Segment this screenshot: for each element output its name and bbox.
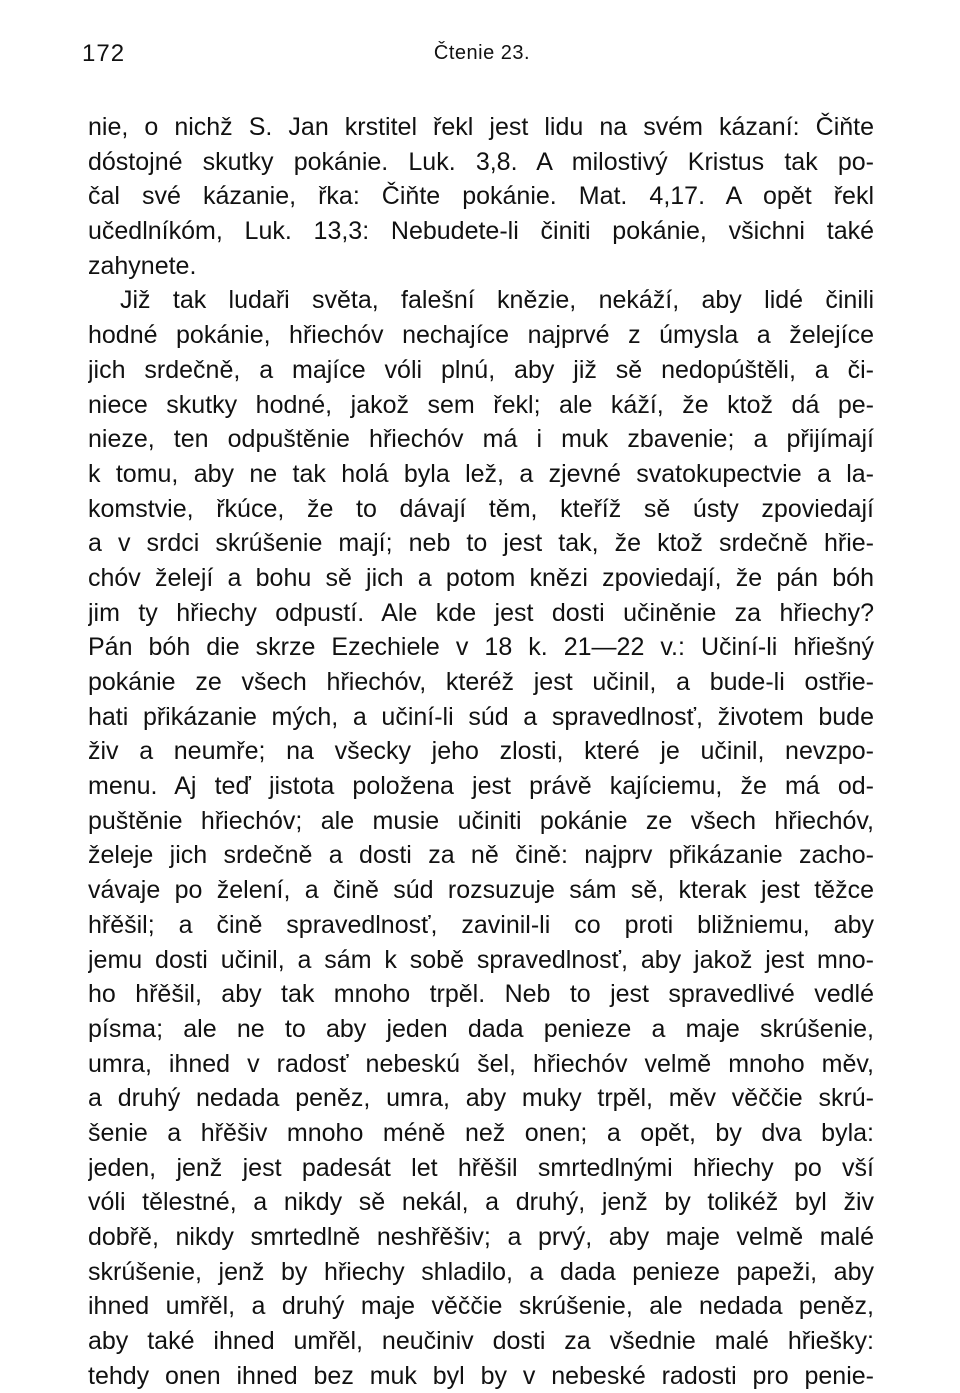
paragraph-first-line: Již tak ludaři světa, falešní knězie, nekáží, aby lidé činili [120, 286, 874, 315]
text-line: k tomu, aby ne tak holá byla lež, a zjevné svatokupectvie a la- [88, 459, 874, 488]
text-line: pokánie ze všech hřiechóv, kteréž jest učinil, a bude-li ostřie- [88, 668, 874, 696]
text-line: menu. Aj teď jistota položena jest právě kajíciemu, že má od- [88, 772, 874, 801]
text-line: a v srdci skrúšenie mají; neb to jest tak, že ktož srdečně hřie- [88, 529, 874, 558]
text-line: jich srdečně, a majíce vóli plnú, aby již sě nedopúštěli, a či- [88, 355, 874, 384]
text-line: a druhý nedada peněz, umra, aby muky trpěl, měv věččie skrú- [88, 1084, 874, 1113]
text-line: šenie a hřěšiv mnoho méně než onen; a opět, by dva byla: [88, 1118, 874, 1147]
text-line: učedlníkóm, Luk. 13,3: Nebudete-li činiti pokánie, všichni také [88, 217, 874, 246]
text-line: komstvie, řkúce, že to dávají těm, kteříž sě ústy zpoviedají [88, 494, 874, 523]
text-line: hřěšil; a čině spravedlnosť, zavinil-li co proti bližniemu, aby [88, 910, 874, 939]
text-line: ho hřěšil, aby tak mnoho trpěl. Neb to jest spravedlivé vedlé [88, 980, 874, 1009]
text-line: skrúšenie, jenž by hřiechy shladilo, a dada penieze papeži, aby [88, 1257, 874, 1286]
text-line: jeden, jenž jest padesát let hřěšil smrtedlnými hřiechy po vší [88, 1153, 874, 1182]
text-line: čal své kázanie, řka: Čiňte pokánie. Mat. 4,17. A opět řekl [88, 182, 874, 211]
body-text [88, 110, 874, 1393]
text-line: želeje jich srdečně a dosti za ně čině: najprv přikázanie zacho- [88, 841, 874, 870]
text-line: ihned umřěl, a druhý maje věččie skrúšenie, ale nedada peněz, [88, 1292, 874, 1321]
text-line: písma; ale ne to aby jeden dada penieze a maje skrúšenie, [88, 1014, 874, 1043]
chapter-title: Čtenie 23. [433, 42, 531, 64]
text-line: jemu dosti učinil, a sám k sobě spravedlnosť, aby jakož jest mno- [88, 945, 874, 974]
text-line: dóstojné skutky pokánie. Luk. 3,8. A milostivý Kristus tak po- [88, 147, 874, 176]
text-line: živ a neumře; na všecky jeho zlosti, které je učinil, nevzpo- [88, 737, 874, 766]
text-line: vávaje po želení, a čině súd rozsuzuje sám sě, kterak jest těžce [88, 876, 874, 905]
text-line: tehdy onen ihned bez muk byl by v nebeské radosti pro penie- [88, 1361, 874, 1390]
text-line: vóli tělestné, a nikdy sě nekál, a druhý, jenž by tolikéž byl živ [88, 1188, 874, 1217]
text-line: hati přikázanie mých, a učiní-li súd a spravedlnosť, životem bude [88, 702, 874, 731]
text-line: dobřě, nikdy smrtedlně neshřěšiv; a prvý, aby maje velmě malé [88, 1223, 874, 1251]
running-head [82, 40, 882, 74]
text-line: umra, ihned v radosť nebeskú šel, hřiechóv velmě mnoho měv, [88, 1049, 874, 1078]
text-line: chóv želejí a bohu sě jich a potom knězi zpoviedají, že pán bóh [88, 563, 874, 592]
text-line: Pán bóh die skrze Ezechiele v 18 k. 21—22 v.: Učiní-li hřiešný [88, 633, 874, 662]
page-number: 172 [82, 40, 126, 67]
text-line: zahynete. [88, 251, 197, 280]
text-line: hodné pokánie, hřiechóv nechajíce najprvé z úmysla a želejíce [88, 321, 874, 350]
text-line: nie, o nichž S. Jan krstitel řekl jest lidu na svém kázaní: Čiňte [88, 113, 874, 141]
text-line: jim ty hřiechy odpustí. Ale kde jest dosti učiněnie za hřiechy? [88, 598, 874, 627]
text-line: aby také ihned umřěl, neučiniv dosti za všednie malé hřiešky: [88, 1327, 874, 1356]
text-line: niece skutky hodné, jakož sem řekl; ale káží, že ktož dá pe- [88, 390, 874, 419]
text-line: puštěnie hřiechóv; ale musie učiniti pokánie ze všech hřiechóv, [88, 806, 874, 835]
text-line: nieze, ten odpuštěnie hřiechóv má i muk zbavenie; a přijímají [88, 425, 874, 454]
